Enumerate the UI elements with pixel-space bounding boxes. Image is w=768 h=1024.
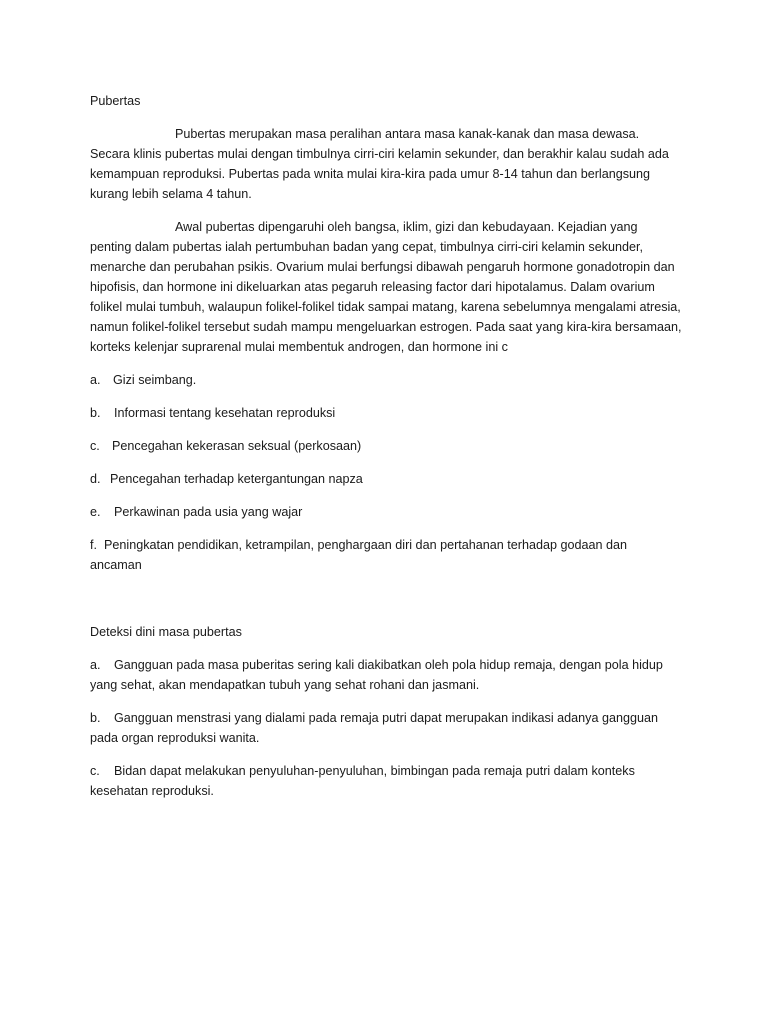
section-heading-deteksi: Deteksi dini masa pubertas xyxy=(90,625,242,639)
list-marker: e. xyxy=(90,505,101,519)
section-spacer xyxy=(90,588,682,622)
list-marker: c. xyxy=(90,439,100,453)
list-item-text: Pencegahan terhadap ketergantungan napza xyxy=(110,472,363,486)
document-body xyxy=(90,91,682,814)
list-marker: b. xyxy=(90,711,101,725)
detection-item-b xyxy=(90,708,682,748)
paragraph-intro-2: Awal pubertas dipengaruhi oleh bangsa, iklim, gizi dan kebudayaan. Kejadian yang penting dalam pubertas ialah pertumbuhan badan yang cepat, timbulnya cirri-ciri kelamin sekunder, menarche dan perubahan psikis. Ovarium mulai berfungsi dibawah pengaruh hormone gonadotropin dan hipofisis, dan hormone ini dikeluarkan atas pegaruh releasing factor dari hipotalamus. Dalam ovarium folikel mulai tumbuh, walaupun folikel-folikel tidak sampai matang, karena sebelumnya mengalami atresia, namun folikel-folikel tersebut sudah mampu mengeluarkan estrogen. Pada saat yang kira-kira bersamaan, korteks kelenjar suprarenal mulai membentuk androgen, dan hormone ini c xyxy=(90,220,682,354)
list-item-c xyxy=(90,436,682,456)
list-item-text: Perkawinan pada usia yang wajar xyxy=(114,505,303,519)
list-item-text: Gizi seimbang. xyxy=(113,373,197,387)
list-item-f xyxy=(90,535,682,575)
list-marker: a. xyxy=(90,658,101,672)
list-item-text: Informasi tentang kesehatan reproduksi xyxy=(114,406,336,420)
list-marker: f. xyxy=(90,538,97,552)
list-marker: a. xyxy=(90,373,101,387)
list-item-d xyxy=(90,469,682,489)
list-marker: c. xyxy=(90,764,100,778)
document-title: Pubertas xyxy=(90,94,141,108)
detection-item-c xyxy=(90,761,682,801)
list-item-e xyxy=(90,502,682,522)
list-item-text: Peningkatan pendidikan, ketrampilan, penghargaan diri dan pertahanan terhadap godaan dan ancaman xyxy=(90,538,628,572)
list-item-a xyxy=(90,370,682,390)
list-item-text: Pencegahan kekerasan seksual (perkosaan) xyxy=(112,439,362,453)
paragraph-intro-1: Pubertas merupakan masa peralihan antara masa kanak-kanak dan masa dewasa. Secara klinis pubertas mulai dengan timbulnya cirri-ciri kelamin sekunder, dan berakhir kalau sudah ada kemampuan reproduksi. Pubertas pada wnita mulai kira-kira pada umur 8-14 tahun dan berlangsung kurang lebih selama 4 tahun. xyxy=(90,127,669,201)
detection-item-a xyxy=(90,655,682,695)
list-item-text: Gangguan pada masa puberitas sering kali diakibatkan oleh pola hidup remaja, dengan pola hidup yang sehat, akan mendapatkan tubuh yang sehat rohani dan jasmani. xyxy=(90,658,663,692)
list-item-b xyxy=(90,403,682,423)
list-item-text: Gangguan menstrasi yang dialami pada remaja putri dapat merupakan indikasi adanya gangguan pada organ reproduksi wanita. xyxy=(90,711,658,745)
list-marker: d. xyxy=(90,472,101,486)
list-item-text: Bidan dapat melakukan penyuluhan-penyuluhan, bimbingan pada remaja putri dalam konteks kesehatan reproduksi. xyxy=(90,764,635,798)
list-marker: b. xyxy=(90,406,101,420)
